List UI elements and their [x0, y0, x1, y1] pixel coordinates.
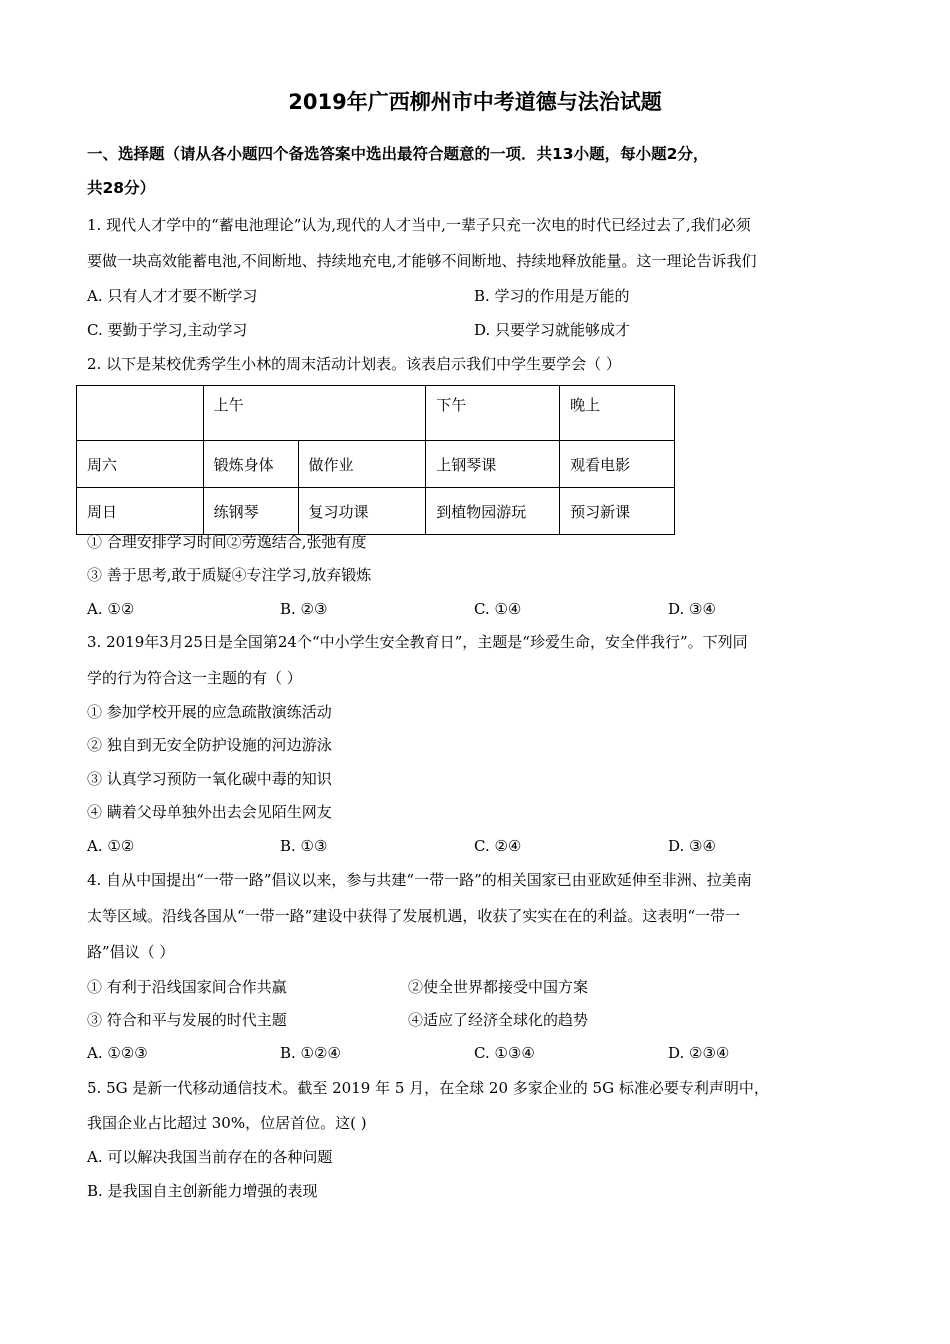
question-3-option-d[interactable]: D. ③④	[668, 837, 716, 855]
weekend-plan-table	[76, 385, 675, 535]
table-header-cell: 下午	[426, 386, 560, 441]
table-header-row	[77, 386, 675, 441]
table-row	[77, 441, 675, 488]
question-4-option-c[interactable]: C. ①③④	[474, 1044, 535, 1062]
page-title: 2019年广西柳州市中考道德与法治试题	[288, 90, 662, 114]
question-1-option-d[interactable]: D. 只要学习就能够成才	[474, 321, 631, 339]
question-5-option-b[interactable]: B. 是我国自主创新能力增强的表现	[87, 1182, 318, 1200]
question-3-option-b[interactable]: B. ①③	[280, 837, 328, 855]
question-5-stem-line2: 我国企业占比超过 30%，位居首位。这( )	[87, 1114, 367, 1132]
question-1-option-b[interactable]: B. 学习的作用是万能的	[474, 287, 630, 305]
question-2-option-a[interactable]: A. ①②	[87, 600, 135, 618]
question-3-item: ① 参加学校开展的应急疏散演练活动	[87, 703, 332, 721]
question-3-item: ② 独自到无安全防护设施的河边游泳	[87, 736, 332, 754]
question-4-item: ④适应了经济全球化的趋势	[408, 1011, 589, 1029]
table-header-cell: 上午	[203, 386, 426, 441]
table-cell: 预习新课	[560, 488, 675, 535]
table-header-cell	[77, 386, 204, 441]
question-4-stem-line3: 路”倡议（ ）	[87, 943, 175, 961]
question-3-option-a[interactable]: A. ①②	[87, 837, 135, 855]
question-4-item: ③ 符合和平与发展的时代主题	[87, 1011, 287, 1029]
question-1-stem-line1: 1. 现代人才学中的“蓄电池理论”认为,现代的人才当中,一辈子只充一次电的时代已经过去了,我们必须	[87, 216, 751, 234]
table-cell: 观看电影	[560, 441, 675, 488]
question-3-stem-line1: 3. 2019年3月25日是全国第24个“中小学生安全教育日”，主题是“珍爱生命，安全伴我行”。下列同	[87, 633, 748, 651]
question-4-stem-line2: 太等区域。沿线各国从“一带一路”建设中获得了发展机遇，收获了实实在在的利益。这表明“一带一	[87, 907, 741, 925]
question-3-option-c[interactable]: C. ②④	[474, 837, 522, 855]
table-cell: 锻炼身体	[203, 441, 298, 488]
question-2-item-line1: ① 合理安排学习时间②劳逸结合,张弛有度	[87, 533, 367, 551]
section-heading	[87, 137, 867, 205]
question-4-option-a[interactable]: A. ①②③	[87, 1044, 148, 1062]
question-2-option-d[interactable]: D. ③④	[668, 600, 716, 618]
question-4-option-d[interactable]: D. ②③④	[668, 1044, 730, 1062]
table-cell: 周日	[77, 488, 204, 535]
question-2-item-line2: ③ 善于思考,敢于质疑④专注学习,放弃锻炼	[87, 566, 372, 584]
question-4-item: ① 有利于沿线国家间合作共赢	[87, 978, 287, 996]
table-cell: 到植物园游玩	[426, 488, 560, 535]
question-1-option-c[interactable]: C. 要勤于学习,主动学习	[87, 321, 248, 339]
question-5-stem-line1: 5. 5G 是新一代移动通信技术。截至 2019 年 5 月，在全球 20 多家企业的 5G 标准必要专利声明中，	[87, 1079, 769, 1097]
table-cell: 复习功课	[298, 488, 426, 535]
question-1-stem-line2: 要做一块高效能蓄电池,不间断地、持续地充电,才能够不间断地、持续地释放能量。这一理论告诉我们	[87, 252, 757, 270]
question-4-stem-line1: 4. 自从中国提出“一带一路”倡议以来，参与共建“一带一路”的相关国家已由亚欧延伸至非洲、拉美南	[87, 871, 752, 889]
question-4-item: ②使全世界都接受中国方案	[408, 978, 589, 996]
question-5-option-a[interactable]: A. 可以解决我国当前存在的各种问题	[87, 1148, 333, 1166]
question-2-stem: 2. 以下是某校优秀学生小林的周末活动计划表。该表启示我们中学生要学会（ ）	[87, 355, 621, 373]
section-heading-line1: 一、选择题（请从各小题四个备选答案中选出最符合题意的一项．共13小题，每小题2分，	[87, 145, 709, 163]
section-heading-line2: 共28分）	[87, 179, 156, 197]
question-4-option-b[interactable]: B. ①②④	[280, 1044, 341, 1062]
table-cell: 练钢琴	[203, 488, 298, 535]
question-2-option-b[interactable]: B. ②③	[280, 600, 328, 618]
question-2-option-c[interactable]: C. ①④	[474, 600, 522, 618]
table-cell: 上钢琴课	[426, 441, 560, 488]
question-1-option-a[interactable]: A. 只有人才才要不断学习	[87, 287, 258, 305]
question-3-item: ③ 认真学习预防一氧化碳中毒的知识	[87, 770, 332, 788]
table-cell: 周六	[77, 441, 204, 488]
table-header-cell: 晚上	[560, 386, 675, 441]
question-3-stem-line2: 学的行为符合这一主题的有（ ）	[87, 669, 302, 687]
table-row	[77, 488, 675, 535]
question-3-item: ④ 瞒着父母单独外出去会见陌生网友	[87, 803, 332, 821]
table-cell: 做作业	[298, 441, 426, 488]
